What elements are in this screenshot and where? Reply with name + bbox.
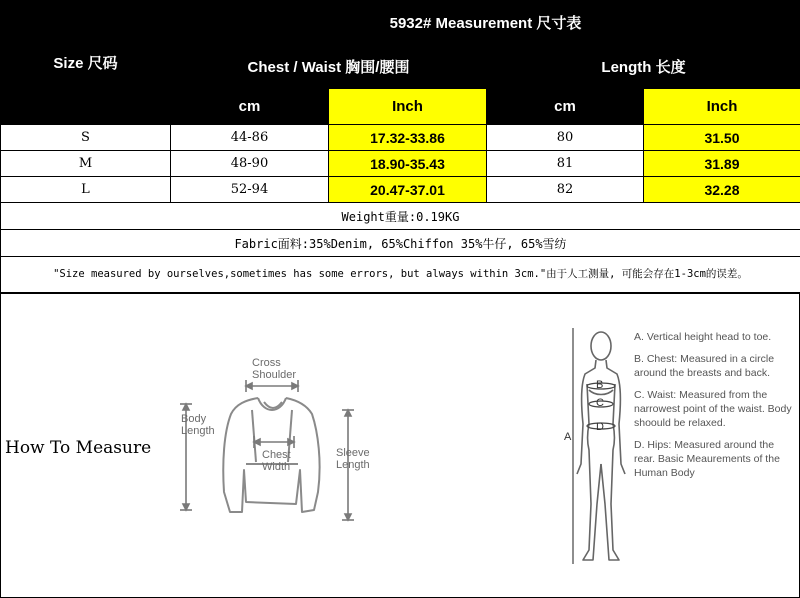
body-letter-b: B bbox=[596, 379, 604, 391]
chest-cm-cell: 48-90 bbox=[171, 151, 329, 177]
length-cm-header: cm bbox=[487, 89, 644, 125]
measurement-legend bbox=[634, 330, 794, 488]
chest-width-label-2: Width bbox=[262, 461, 291, 473]
length-inch-cell: 31.89 bbox=[644, 151, 800, 177]
length-inch-cell: 31.50 bbox=[644, 125, 800, 151]
size-cell: L bbox=[1, 177, 171, 203]
fabric-note: Fabric面料:35%Denim, 65%Chiffon 35%牛仔, 65%雪纺 bbox=[1, 230, 800, 257]
table-title: 5932# Measurement 尺寸表 bbox=[171, 1, 800, 44]
table-row bbox=[1, 125, 800, 151]
legend-item-a: A. Vertical height head to toe. bbox=[634, 331, 772, 343]
weight-note: Weight重量:0.19KG bbox=[1, 203, 800, 230]
length-cm-cell: 80 bbox=[487, 125, 644, 151]
chest-inch-cell: 17.32-33.86 bbox=[329, 125, 487, 151]
table-row bbox=[1, 177, 800, 203]
legend-item-c: C. Waist: Measured from the narrowest point of the waist. Body shoould be relaxed. bbox=[634, 389, 792, 429]
size-cell: S bbox=[1, 125, 171, 151]
length-group-header: Length 长度 bbox=[487, 44, 800, 89]
body-length-label: Body bbox=[181, 413, 207, 425]
how-to-measure-label: How To Measure bbox=[5, 438, 152, 458]
how-to-measure-panel bbox=[0, 293, 800, 598]
legend-item-b: B. Chest: Measured in a circle around the breasts and back. bbox=[634, 353, 775, 379]
chest-group-header: Chest / Waist 胸围/腰围 bbox=[171, 44, 487, 89]
chest-inch-cell: 18.90-35.43 bbox=[329, 151, 487, 177]
length-inch-header: Inch bbox=[644, 89, 800, 125]
disclaimer-note: "Size measured by ourselves,sometimes has some errors, but always within 3cm."由于人工测量, 可能会存在1-3cm的误差。 bbox=[1, 257, 800, 293]
cross-shoulder-label-2: Shoulder bbox=[252, 369, 297, 381]
size-cell: M bbox=[1, 151, 171, 177]
body-length-label-2: Length bbox=[181, 425, 215, 437]
chest-inch-header: Inch bbox=[329, 89, 487, 125]
size-table bbox=[0, 0, 800, 293]
garment-diagram bbox=[176, 352, 386, 528]
body-letter-d: D bbox=[596, 421, 604, 433]
chest-cm-header: cm bbox=[171, 89, 329, 125]
chest-inch-cell: 20.47-37.01 bbox=[329, 177, 487, 203]
size-header: Size 尺码 bbox=[1, 1, 171, 125]
body-diagram bbox=[559, 324, 629, 574]
length-inch-cell: 32.28 bbox=[644, 177, 800, 203]
table-row bbox=[1, 151, 800, 177]
sleeve-length-label-2: Length bbox=[336, 459, 370, 471]
chest-width-label: Chest bbox=[262, 449, 291, 461]
chest-cm-cell: 44-86 bbox=[171, 125, 329, 151]
length-cm-cell: 81 bbox=[487, 151, 644, 177]
body-letter-a: A bbox=[564, 431, 572, 443]
chest-cm-cell: 52-94 bbox=[171, 177, 329, 203]
legend-item-d: D. Hips: Measured around the rear. Basic Meaurements of the Human Body bbox=[634, 439, 780, 479]
sleeve-length-label: Sleeve bbox=[336, 447, 370, 459]
cross-shoulder-label: Cross bbox=[252, 357, 281, 369]
body-letter-c: C bbox=[596, 397, 604, 409]
length-cm-cell: 82 bbox=[487, 177, 644, 203]
